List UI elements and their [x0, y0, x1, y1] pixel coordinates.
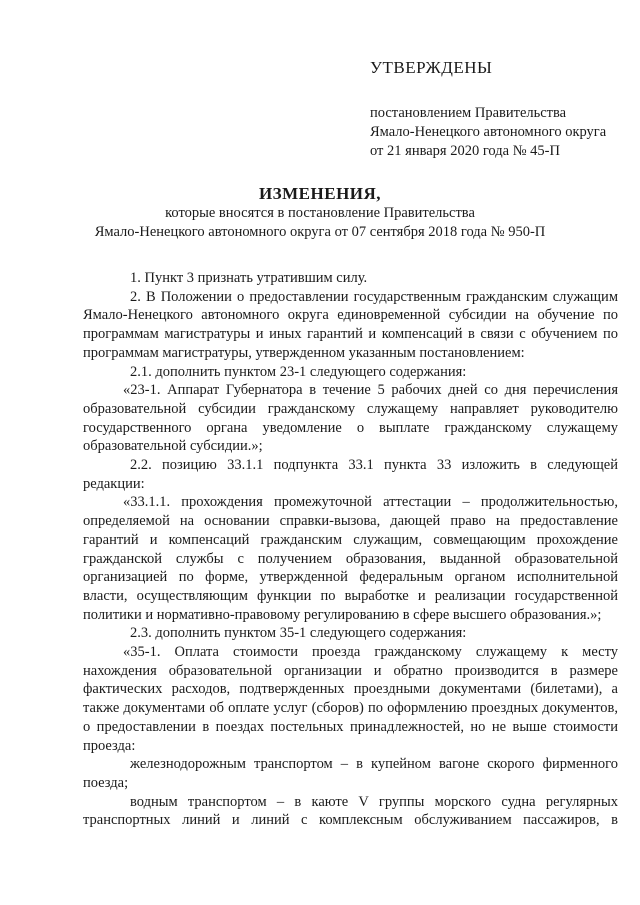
approval-line: Ямало-Ненецкого автономного округа [370, 124, 607, 140]
paragraph: «23-1. Аппарат Губернатора в течение 5 рабочих дней со дня перечисления образовательной субсидии гражданскому служащему направляет руководителю государственного органа уведомление о выплате гражданскому служащему образовательной субсидии.»; [83, 382, 618, 455]
document-subtitle-line: Ямало-Ненецкого автономного округа от 07 сентября 2018 года № 950-П [94, 224, 546, 240]
paragraph: 2.3. дополнить пунктом 35-1 следующего содержания: [130, 625, 467, 642]
paragraph: 2.2. позицию 33.1.1 подпункта 33.1 пункта 33 изложить в следующей редакции: [83, 457, 618, 492]
approval-line: от 21 января 2020 года № 45-П [370, 143, 560, 159]
approval-line: постановлением Правительства [370, 105, 567, 121]
paragraph: водным транспортом – в каюте V группы морского судна регулярных транспортных линий и линий с комплексным обслуживанием пассажиров, в [83, 793, 618, 829]
paragraph: «35-1. Оплата стоимости проезда гражданскому служащему к месту нахождения образовательной организации и обратно производится в размере фактических расходов, подтвержденных проездными документами (билетами), а также документами об оплате услуг (сборов) по оформлению проездных документов, о предоставлении в поездах постельных принадлежностей, но не выше стоимости проезда: [83, 644, 618, 754]
paragraph: 2.1. дополнить пунктом 23-1 следующего содержания: [130, 363, 467, 380]
document-title: ИЗМЕНЕНИЯ, [258, 184, 382, 203]
paragraph: 1. Пункт 3 признать утратившим силу. [130, 270, 368, 286]
paragraph: «33.1.1. прохождения промежуточной аттестации – продолжительностью, определяемой на основании справки-вызова, дающей право на предоставление гарантий и компенсаций гражданским служащим, совмещающим прохождение гражданской службы с получением образования, выданной образовательной организацией по форме, утвержденной федеральным органом исполнительной власти, осуществляющим функции по выработке и реализации государственной политики и нормативно-правовому регулированию в сфере высшего образования.»; [83, 494, 618, 623]
paragraph: 2. В Положении о предоставлении государственным гражданским служащим Ямало-Ненецкого автономного округа единовременной субсидии на обучение по программам магистратуры и иных гарантий и компенсаций в связи с обучением по программам магистратуры, утвержденном указанным постановлением: [83, 288, 618, 361]
document-body [83, 269, 618, 830]
approval-title: УТВЕРЖДЕНЫ [370, 58, 493, 77]
document-subtitle-line: которые вносятся в постановление Правительства [165, 205, 475, 221]
paragraph: железнодорожным транспортом – в купейном вагоне скорого фирменного поезда; [83, 756, 618, 791]
approval-block [370, 56, 632, 161]
